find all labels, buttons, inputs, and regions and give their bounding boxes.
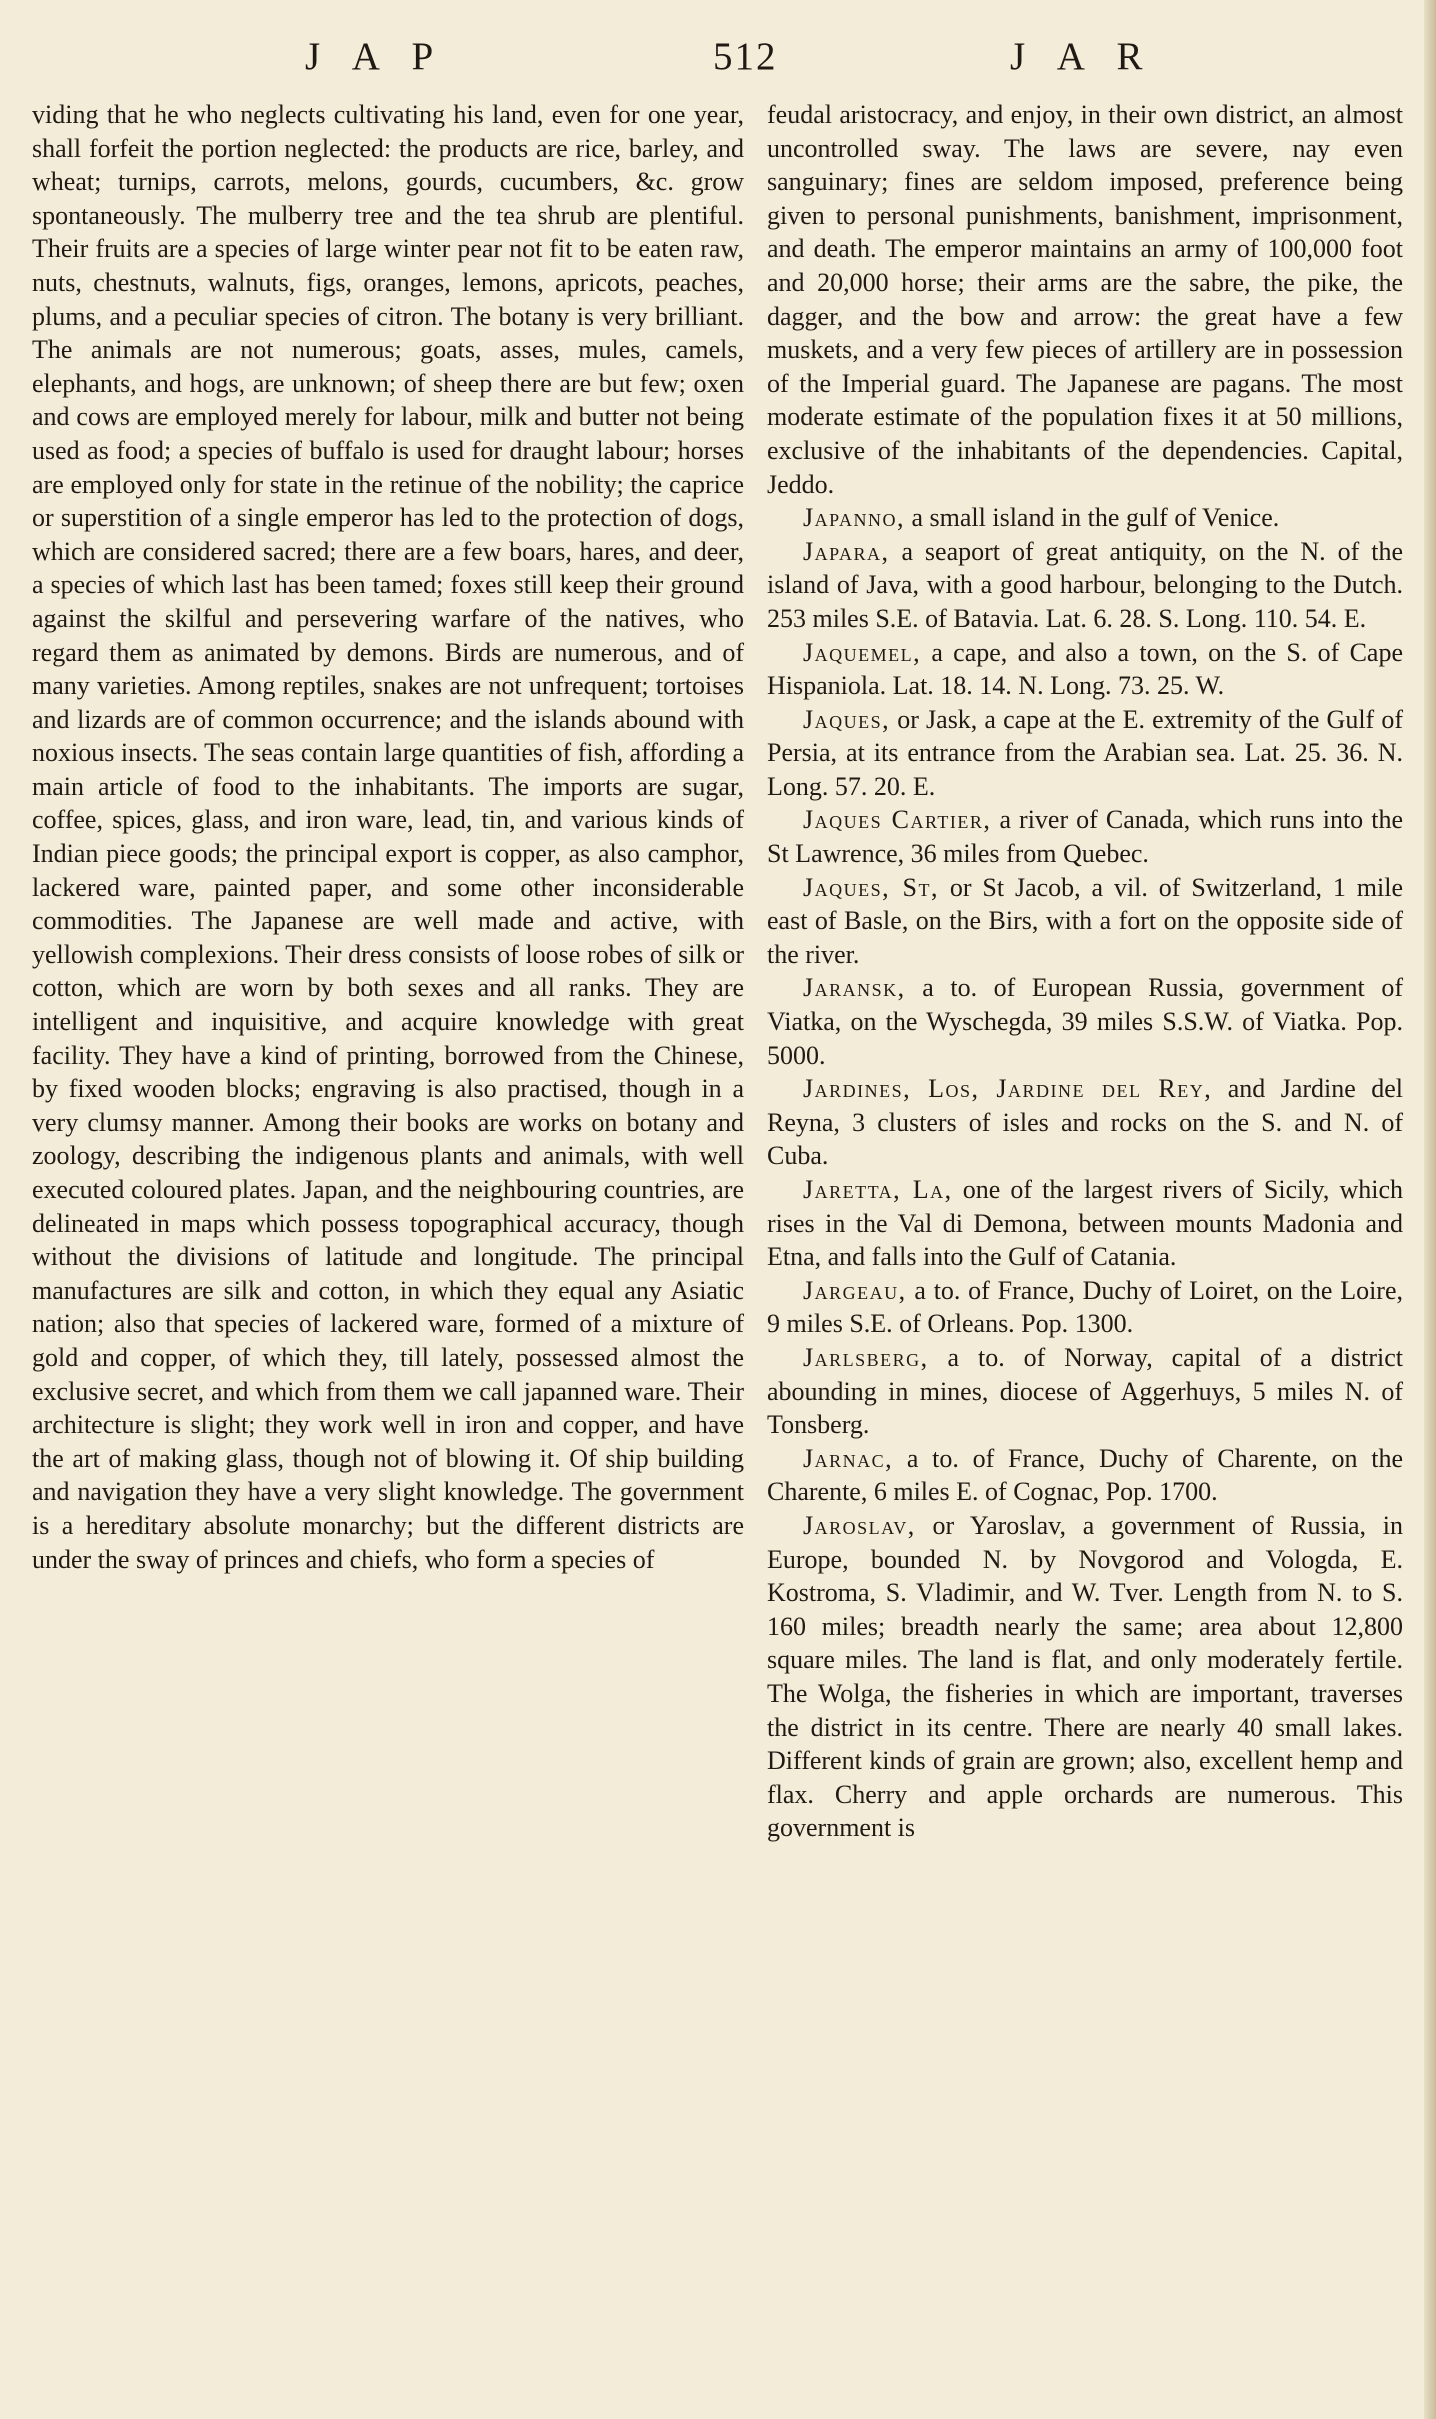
entry-text: a to. of European Russia, government of Viatka, on the Wyschegda, 39 miles S.S.W. of Viatka. Pop. 5000. (767, 973, 1403, 1070)
entry-text: a to. of France, Duchy of Loiret, on the Loire, 9 miles S.E. of Orleans. Pop. 1300. (767, 1275, 1403, 1339)
japan-entry-continuation: viding that he who neglects cultivating his land, even for one year, shall forfeit the portion neglected: the products are rice, barley, and wheat; turnips, carrots, melons, gourds, cucumbers, &c. grow spontaneously. The mulberry tree and the tea shrub are plentiful. Their fruits are a species of large winter pear not fit to be eaten raw, nuts, chestnuts, walnuts, figs, oranges, lemons, apricots, peaches, plums, and a peculiar species of citron. The botany is very brilliant. The animals are not numerous; goats, asses, mules, camels, elephants, and hogs, are unknown; of sheep there are but few; oxen and cows are employed merely for labour, milk and butter not being used as food; a species of buffalo is used for draught labour; horses are employed only for state in the retinue of the nobility; the caprice or superstition of a single emperor has led to the protection of dogs, which are considered sacred; there are a few boars, hares, and deer, a species of which last has been tamed; foxes still keep their ground against the skilful and persevering warfare of the natives, who regard them as animated by demons. Birds are numerous, and of many varieties. Among reptiles, snakes are not unfrequent; tortoises and lizards are of common occurrence; and the islands abound with noxious insects. The seas contain large quantities of fish, affording a main article of food to the inhabitants. The imports are sugar, coffee, spices, glass, and iron ware, lead, tin, and various kinds of Indian piece goods; the principal export is copper, as also camphor, lackered ware, painted paper, and some other inconsiderable commodities. The Japanese are well made and active, with yellowish complexions. Their dress consists of loose robes of silk or cotton, which are worn by both sexes and all ranks. They are intelligent and inquisitive, and acquire knowledge with great facility. They have a kind of printing, borrowed from the Chinese, by fixed wooden blocks; engraving is also practised, though in a very clumsy manner. Among their books are works on botany and zoology, describing the indigenous plants and animals, with well executed coloured plates. Japan, and the neighbouring countries, are delineated in maps which possess topographical accuracy, though without the divisions of latitude and longitude. The principal manufactures are silk and cotton, in which they equal any Asiatic nation; also that species of lackered ware, formed of a mixture of gold and copper, of which they, till lately, possessed almost the exclusive secret, and which from them we call japanned ware. Their architecture is slight; they work well in iron and copper, and have the art of making glass, though not of blowing it. Of ship building and navigation they have a very slight knowledge. The government is a hereditary absolute monarchy; but the different districts are under the sway of princes and chiefs, who form a species of (32, 100, 744, 1574)
entry-jarnac (767, 1442, 1403, 1509)
left-column (32, 98, 744, 1576)
entry-headword: Jarnac, (803, 1443, 894, 1473)
entry-jaroslav (767, 1509, 1403, 1845)
entry-text: a seaport of great antiquity, on the N. of the island of Java, with a good harbour, belonging to the Dutch. 253 miles S.E. of Batavia. Lat. 6. 28. S. Long. 110. 54. E. (767, 536, 1403, 633)
entry-jaques-cartier (767, 803, 1403, 870)
entry-text: or Yaroslav, a government of Russia, in Europe, bounded N. by Novgorod and Vologda, E. Kostroma, S. Vladimir, and W. Tver. Length from N. to S. 160 miles; breadth nearly the same; area about 12,800 square miles. The land is flat, and only moderately fertile. The Wolga, the fisheries in which are important, traverses the district in its centre. There are nearly 40 small lakes. Different kinds of grain are grown; also, excellent hemp and flax. Cherry and apple orchards are numerous. This government is (767, 1510, 1403, 1843)
entry-text: a to. of France, Duchy of Charente, on the Charente, 6 miles E. of Cognac, Pop. 1700. (767, 1443, 1403, 1507)
page-edge-shadow (1424, 0, 1436, 2419)
entry-headword: Japanno, (803, 503, 905, 533)
entry-headword: Jaques Cartier, (803, 805, 992, 835)
entry-headword: Japara, (803, 536, 890, 566)
entry-jaquemel (767, 636, 1403, 703)
running-header (0, 34, 1436, 84)
entry-headword: Jaques, St, (803, 872, 939, 902)
entry-japanno (767, 501, 1403, 535)
right-column (767, 98, 1403, 1845)
entry-jargeau (767, 1274, 1403, 1341)
entry-jarlsberg (767, 1341, 1403, 1442)
entry-headword: Jaroslav, (803, 1510, 916, 1540)
entry-jaques (767, 703, 1403, 804)
entry-text: a cape, and also a town, on the S. of Cape Hispaniola. Lat. 18. 14. N. Long. 73. 25. W. (767, 637, 1403, 701)
entry-headword: Jaretta, La, (803, 1175, 953, 1204)
entry-headword: Jardines, Los, Jardine del Rey, (803, 1074, 1213, 1104)
header-left-guide: J A P (305, 35, 436, 78)
japan-entry-end: feudal aristocracy, and enjoy, in their own district, an almost uncontrolled sway. The laws are severe, nay even sanguinary; fines are seldom imposed, preference being given to personal punishments, banishment, imprisonment, and death. The emperor maintains an army of 100,000 foot and 20,000 horse; their arms are the sabre, the pike, the dagger, and the bow and arrow: the great have a few muskets, and a very few pieces of artillery are in possession of the Imperial guard. The Japanese are pagans. The most moderate estimate of the population fixes it at 50 millions, exclusive of the inhabitants of the dependencies. Capital, Jeddo. (767, 100, 1403, 499)
entry-jaques-st (767, 871, 1403, 972)
entry-text: a to. of Norway, capital of a district abounding in mines, diocese of Aggerhuys, 5 miles N. of Tonsberg. (767, 1342, 1403, 1440)
entry-japara (767, 535, 1403, 636)
entry-headword: Jaques, (803, 704, 891, 734)
entry-headword: Jaransk, (803, 973, 906, 1003)
entry-headword: Jargeau, (803, 1275, 907, 1305)
entry-text: a river of Canada, which runs into the St Lawrence, 36 miles from Quebec. (767, 805, 1403, 869)
entry-text: or St Jacob, a vil. of Switzerland, 1 mile east of Basle, on the Birs, with a fort on the opposite side of the river. (767, 872, 1403, 969)
entry-text: and Jardine del Reyna, 3 clusters of isles and rocks on the S. and N. of Cuba. (767, 1074, 1404, 1171)
entry-jardines (767, 1072, 1403, 1173)
entry-jaransk (767, 971, 1403, 1072)
entry-text: a small island in the gulf of Venice. (904, 503, 1280, 533)
entry-jaretta (767, 1173, 1403, 1274)
entry-text: or Jask, a cape at the E. extremity of the Gulf of Persia, at its entrance from the Arabian sea. Lat. 25. 36. N. Long. 57. 20. E. (767, 704, 1403, 801)
header-right-guide: J A R (1010, 35, 1145, 78)
entry-headword: Jarlsberg, (803, 1342, 929, 1372)
page-number: 512 (713, 35, 778, 78)
entry-text: one of the largest rivers of Sicily, which rises in the Val di Demona, between mounts Madonia and Etna, and falls into the Gulf of Catania. (767, 1175, 1403, 1272)
entry-headword: Jaquemel, (803, 637, 922, 667)
